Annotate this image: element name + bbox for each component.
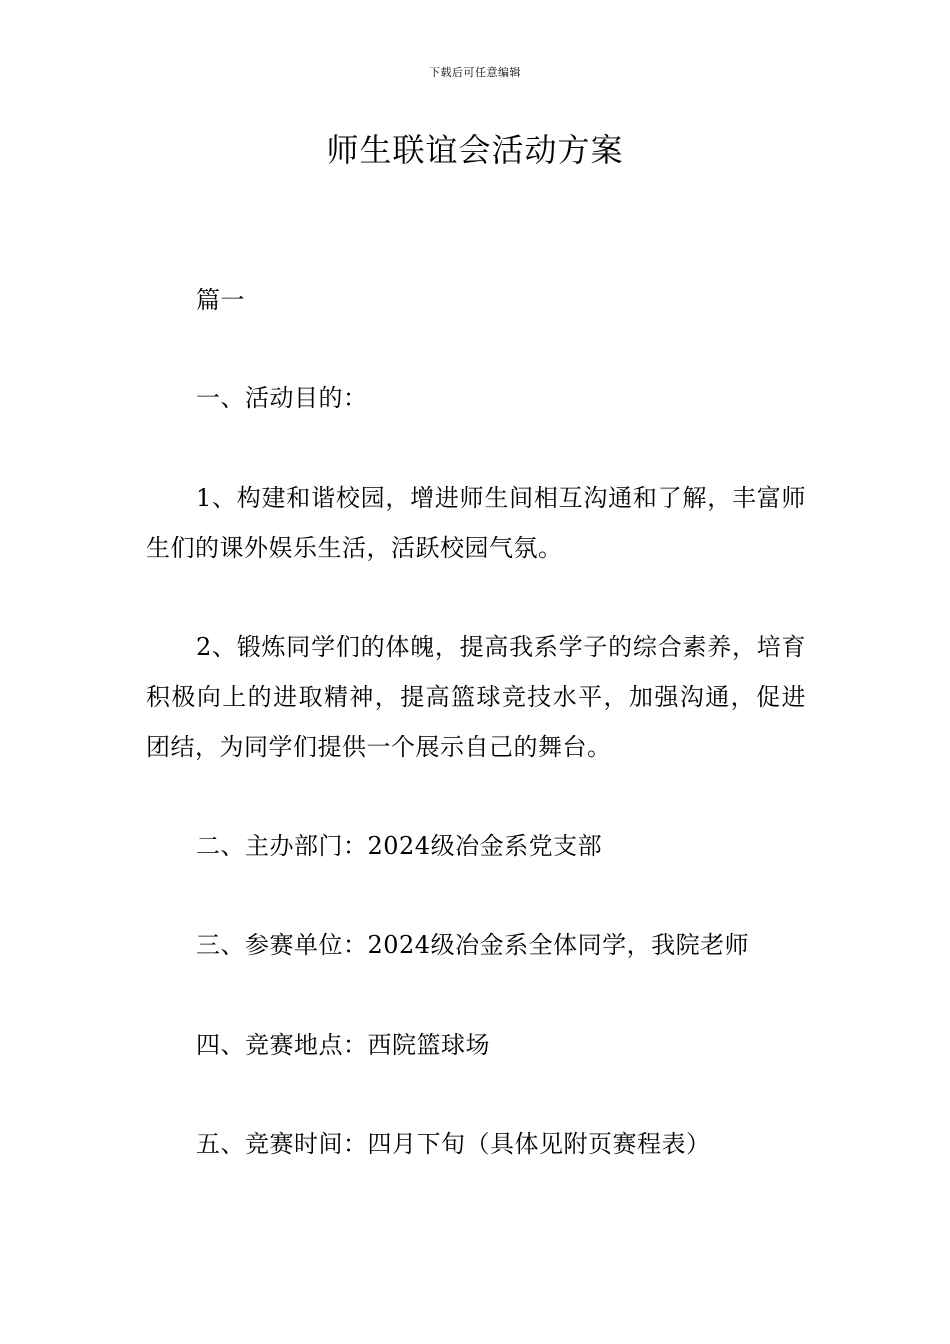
paragraph-purpose-1: 1、构建和谐校园，增进师生间相互沟通和了解，丰富师生们的课外娱乐生活，活跃校园气氛。 <box>146 484 806 562</box>
header-note: 下载后可任意编辑 <box>429 66 521 79</box>
section-label: 篇一 <box>196 286 245 314</box>
paragraph-purpose-2: 2、锻炼同学们的体魄，提高我系学子的综合素养，培育积极向上的进取精神，提高篮球竞技水平，加强沟通，促进团结，为同学们提供一个展示自己的舞台。 <box>146 633 806 761</box>
paragraph-organizer: 二、主办部门：2024级冶金系党支部 <box>196 832 603 860</box>
paragraph-participants: 三、参赛单位：2024级冶金系全体同学，我院老师 <box>196 931 750 959</box>
paragraph-venue: 四、竞赛地点：西院篮球场 <box>196 1031 490 1059</box>
paragraph-time: 五、竞赛时间：四月下旬（具体见附页赛程表） <box>196 1130 711 1158</box>
document-title: 师生联谊会活动方案 <box>326 131 624 169</box>
heading-purpose: 一、活动目的： <box>196 384 368 412</box>
